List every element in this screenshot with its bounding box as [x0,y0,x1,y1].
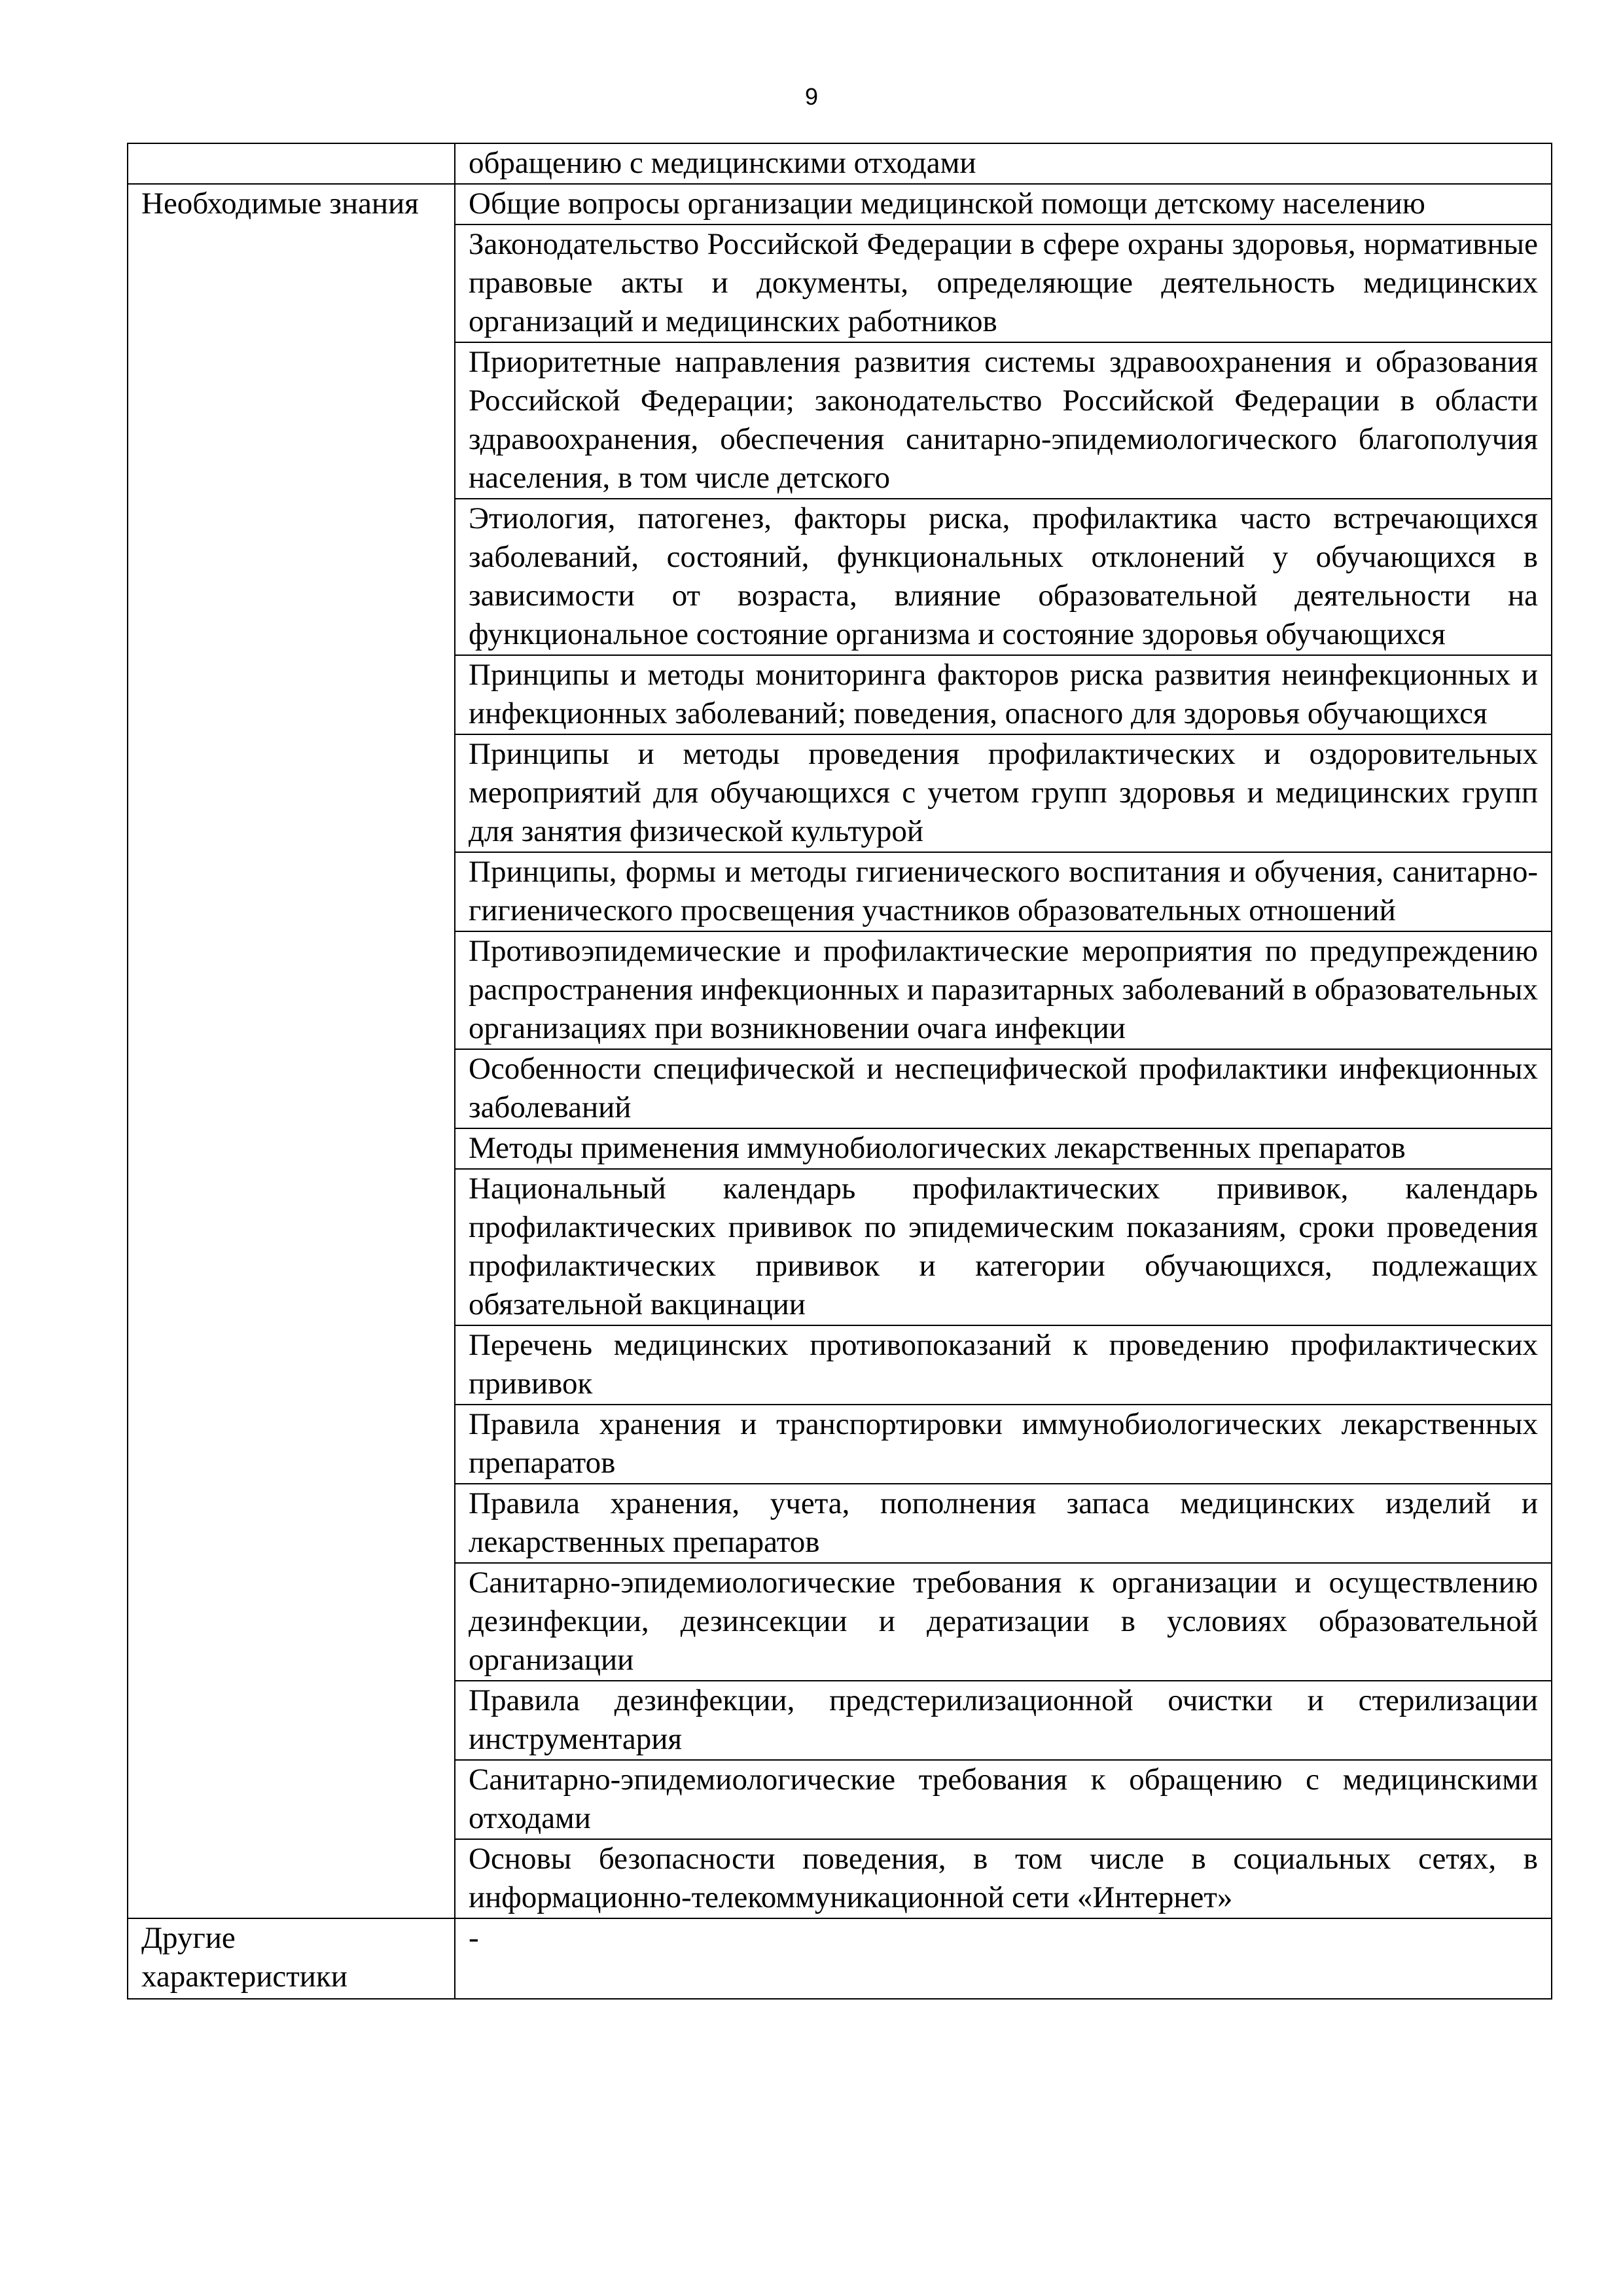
table-row [128,1405,1552,1484]
empty-label-cell [128,143,455,184]
table-row [128,342,1552,499]
table-row [128,1918,1552,1999]
other-label: Другие характеристики [128,1918,455,1999]
table-row [128,1760,1552,1839]
table-row [128,143,1552,184]
knowledge-item: Законодательство Российской Федерации в сфере охраны здоровья, нормативные правовые акты и документы, определяющие деятельность медицинских организаций и медицинских работников [455,224,1552,342]
table-row [128,1563,1552,1681]
knowledge-item: Принципы и методы мониторинга факторов риска развития неинфекционных и инфекционных заболеваний; поведения, опасного для здоровья обучающихся [455,655,1552,734]
table-row [128,655,1552,734]
knowledge-item: Правила хранения, учета, пополнения запаса медицинских изделий и лекарственных препаратов [455,1484,1552,1563]
other-value: - [455,1918,1552,1999]
knowledge-item: Правила дезинфекции, предстерилизационной очистки и стерилизации инструментария [455,1681,1552,1760]
knowledge-item: Общие вопросы организации медицинской помощи детскому населению [455,184,1552,224]
knowledge-item: Противоэпидемические и профилактические мероприятия по предупреждению распространения инфекционных и паразитарных заболеваний в образовательных организациях при возникновении очага инфекции [455,931,1552,1049]
table-row [128,1049,1552,1128]
knowledge-item: Этиология, патогенез, факторы риска, профилактика часто встречающихся заболеваний, состояний, функциональных отклонений у обучающихся в зависимости от возраста, влияние образовательной деятельности на функциональное состояние организма и состояние здоровья обучающихся [455,499,1552,655]
knowledge-item: Принципы, формы и методы гигиенического воспитания и обучения, санитарно-гигиенического просвещения участников образовательных отношений [455,852,1552,931]
knowledge-item: Санитарно-эпидемиологические требования к организации и осуществлению дезинфекции, дезинсекции и дератизации в условиях образовательной организации [455,1563,1552,1681]
table-row [128,1681,1552,1760]
table-row [128,224,1552,342]
table-row [128,1169,1552,1325]
knowledge-item: Принципы и методы проведения профилактических и оздоровительных мероприятий для обучающихся с учетом групп здоровья и медицинских групп для занятия физической культурой [455,734,1552,852]
knowledge-item: Приоритетные направления развития системы здравоохранения и образования Российской Федерации; законодательство Российской Федерации в области здравоохранения, обеспечения санитарно-эпидемиологического благополучия населения, в том числе детского [455,342,1552,499]
table-row [128,852,1552,931]
knowledge-item: Особенности специфической и неспецифической профилактики инфекционных заболеваний [455,1049,1552,1128]
knowledge-label: Необходимые знания [128,184,455,224]
table-row [128,734,1552,852]
table-row [128,931,1552,1049]
knowledge-item: Правила хранения и транспортировки иммунобиологических лекарственных препаратов [455,1405,1552,1484]
knowledge-item: Национальный календарь профилактических прививок, календарь профилактических прививок по эпидемическим показаниям, сроки проведения профилактических прививок и категории обучающихся, подлежащих обязательной вакцинации [455,1169,1552,1325]
table-row [128,1325,1552,1405]
continuation-cell: обращению с медицинскими отходами [455,143,1552,184]
table-row [128,1839,1552,1918]
knowledge-item: Санитарно-эпидемиологические требования к обращению с медицинскими отходами [455,1760,1552,1839]
table-row [128,1484,1552,1563]
table-row [128,1128,1552,1169]
table-row [128,184,1552,224]
knowledge-item: Методы применения иммунобиологических лекарственных препаратов [455,1128,1552,1169]
knowledge-item: Основы безопасности поведения, в том числе в социальных сетях, в информационно-телекоммуникационной сети «Интернет» [455,1839,1552,1918]
page-number: 9 [804,83,819,110]
competency-table [127,143,1552,2000]
knowledge-item: Перечень медицинских противопоказаний к проведению профилактических прививок [455,1325,1552,1405]
table-row [128,499,1552,655]
